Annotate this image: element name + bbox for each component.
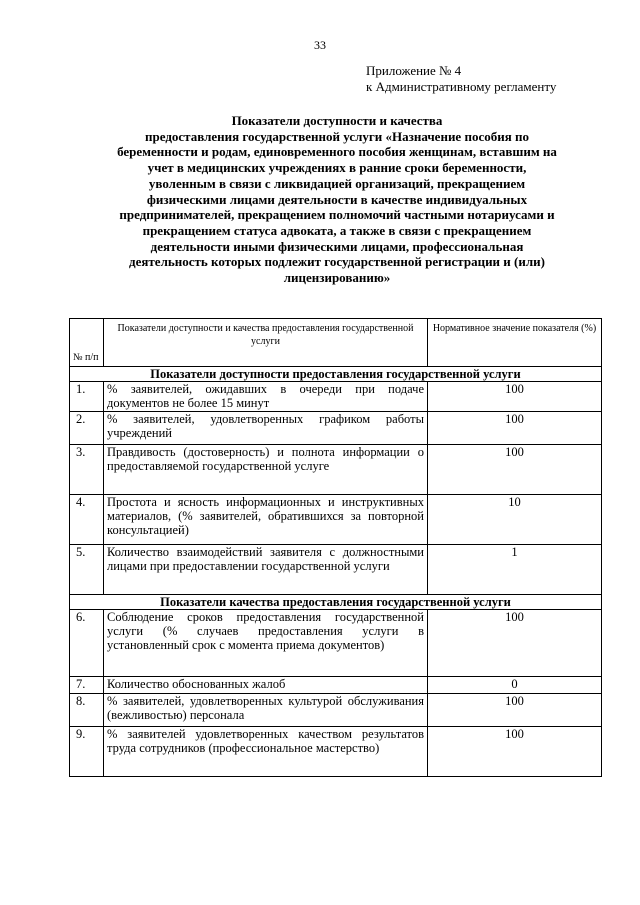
section-row-quality	[70, 595, 602, 610]
row-text: % заявителей, удовлетворенных графиком работы учреждений	[104, 412, 428, 445]
row-text: % заявителей, удовлетворенных культурой обслуживания (вежливостью) персонала	[104, 694, 428, 727]
row-value: 0	[428, 677, 602, 694]
row-value: 1	[428, 545, 602, 595]
section-row-availability	[70, 367, 602, 382]
appendix-line-2: к Административному регламенту	[366, 79, 557, 94]
title-line: Показатели доступности и качества	[231, 113, 443, 128]
indicators-table	[69, 318, 602, 777]
table-row	[70, 445, 602, 495]
row-number: 2.	[70, 412, 104, 445]
header-indicator: Показатели доступности и качества предоставления государственной услуги	[104, 319, 428, 367]
row-number: 7.	[70, 677, 104, 694]
table-row	[70, 610, 602, 677]
page-number: 33	[314, 38, 326, 52]
table-row	[70, 412, 602, 445]
row-number: 3.	[70, 445, 104, 495]
document-title	[68, 113, 606, 286]
title-line: лицензированию»	[283, 270, 391, 286]
row-value: 10	[428, 495, 602, 545]
row-number: 1.	[70, 382, 104, 412]
title-line: предоставления государственной услуги «Назначение пособия по	[145, 128, 529, 144]
title-line: деятельность которых подлежит государственной регистрации и (или)	[129, 254, 545, 270]
section-title: Показатели доступности предоставления государственной услуги	[70, 367, 602, 382]
row-number: 9.	[70, 727, 104, 777]
title-line: предпринимателей, прекращением полномочий частными нотариусами и	[119, 207, 555, 223]
title-line: беременности и родам, единовременного пособия женщинам, вставшим на	[117, 144, 557, 160]
table-row	[70, 495, 602, 545]
row-number: 4.	[70, 495, 104, 545]
row-value: 100	[428, 610, 602, 677]
row-text: Правдивость (достоверность) и полнота информации о предоставляемой государственной услуге	[104, 445, 428, 495]
row-text: Количество обоснованных жалоб	[104, 677, 428, 694]
row-value: 100	[428, 412, 602, 445]
row-value: 100	[428, 727, 602, 777]
appendix-line-1: Приложение № 4	[366, 63, 462, 78]
row-text: Соблюдение сроков предоставления государственной услуги (% случаев предоставления услуги в установленный срок с момента приема документов)	[104, 610, 428, 677]
row-number: 8.	[70, 694, 104, 727]
row-value: 100	[428, 445, 602, 495]
header-value: Нормативное значение показателя (%)	[428, 319, 602, 367]
table-row	[70, 677, 602, 694]
title-line: учет в медицинских учреждениях в ранние сроки беременности,	[147, 160, 527, 176]
table-row	[70, 694, 602, 727]
row-number: 6.	[70, 610, 104, 677]
title-line: прекращением статуса адвоката, а также в связи с прекращением	[142, 222, 532, 238]
row-number: 5.	[70, 545, 104, 595]
table-row	[70, 727, 602, 777]
row-text: Количество взаимодействий заявителя с должностными лицами при предоставлении государственной услуги	[104, 545, 428, 595]
row-value: 100	[428, 382, 602, 412]
row-text: Простота и ясность информационных и инструктивных материалов, (% заявителей, обратившихся за повторной консультацией)	[104, 495, 428, 545]
table-header-row	[70, 319, 602, 367]
table-row	[70, 545, 602, 595]
appendix-note	[366, 63, 556, 95]
row-text: % заявителей удовлетворенных качеством результатов труда сотрудников (профессиональное мастерство)	[104, 727, 428, 777]
row-text: % заявителей, ожидавших в очереди при подаче документов не более 15 минут	[104, 382, 428, 412]
title-line: деятельности иными физическими лицами, профессиональная	[150, 238, 524, 254]
title-line: физическими лицами деятельности в качестве индивидуальных	[146, 191, 528, 207]
header-num: № п/п	[70, 319, 104, 367]
table-row	[70, 382, 602, 412]
title-line: уволенным в связи с ликвидацией организаций, прекращением	[148, 175, 526, 191]
row-value: 100	[428, 694, 602, 727]
section-title: Показатели качества предоставления государственной услуги	[70, 595, 602, 610]
